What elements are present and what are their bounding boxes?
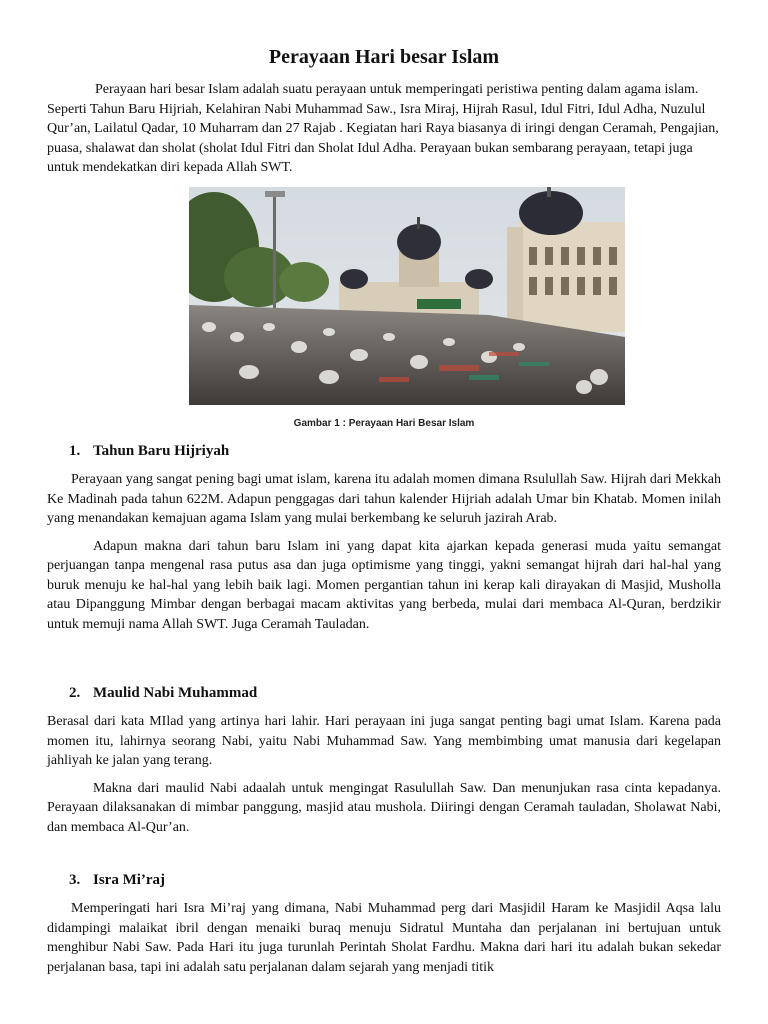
section-maulid-nabi xyxy=(47,683,721,837)
section-title: Maulid Nabi Muhammad xyxy=(93,685,258,701)
section-paragraph: Perayaan yang sangat pening bagi umat islam, karena itu adalah momen dimana Rsulullah Saw. Hijrah dari Mekkah Ke Madinah pada tahun 622M. Adapun penggagas dari tahun kalender Hijriah adalah Umar bin Khatab. Momen inilah yang menandakan kemajuan agama Islam yang mulai berkembang ke seluruh jazirah Arab. xyxy=(47,472,721,526)
mosque-celebration-photo xyxy=(189,187,625,405)
section-number: 3. xyxy=(69,872,81,888)
section-tahun-baru-hijriyah xyxy=(47,441,721,634)
section-title: Isra Mi’raj xyxy=(93,872,166,888)
section-paragraph: Memperingati hari Isra Mi’raj yang dimana, Nabi Muhammad perg dari Masjidil Haram ke Masjidil Aqsa lalu didampingi malaikat ibril dengan menaiki buraq menuju Sidratul Muntaha dan perjalanan ini bertujuan untuk menghibur Nabi Saw. Pada Hari itu juga turunlah Perintah Sholat Fardhu. Makna dari hari itu adalah bukan sekedar perjalanan basa, tapi ini adalah satu perjalanan dalam sejarah yang menjadi titik xyxy=(47,901,721,975)
section-heading xyxy=(47,683,721,703)
section-paragraph: Adapun makna dari tahun baru Islam ini yang dapat kita ajarkan kepada generasi muda yaitu semangat perjuangan tanpa mengenal rasa putus asa dan juga optimisme yang tinggi, yakni semangat hijrah dari hal-hal yang buruk menuju ke hal-hal yang lebih baik lagi. Momen pergantian tahun ini kerap kali dirayakan di Masjid, Musholla atau Dipanggung Mimbar dengan berbagai macam aktivitas yang berbeda, mulai dari membaca Al-Quran, berdzikir untuk memuji nama Allah SWT. Juga Ceramah Tauladan. xyxy=(47,538,721,632)
document-title: Perayaan Hari besar Islam xyxy=(268,46,500,68)
section-paragraph: Berasal dari kata MIlad yang artinya hari lahir. Hari perayaan ini juga sangat penting bagi umat Islam. Karena pada momen itu, lahirnya seorang Nabi, yaitu Nabi Muhammad Saw. Yang membimbing umat manusia dari kegelapan jahliyah ke jalan yang terang. xyxy=(47,714,721,768)
figure-caption: Gambar 1 : Perayaan Hari Besar Islam xyxy=(293,418,475,429)
intro-paragraph: Perayaan hari besar Islam adalah suatu perayaan untuk memperingati peristiwa penting dalam agama islam. Seperti Tahun Baru Hijriah, Kelahiran Nabi Muhammad Saw., Isra Miraj, Hijrah Rasul, Idul Fitri, Idul Adha, Nuzulul Qur’an, Lailatul Qadar, 10 Muharram dan 27 Rajab . Kegiatan hari Raya biasanya di iringi dengan Ceramah, Pengajian, puasa, shalawat dan sholat (sholat Idul Fitri dan Sholat Idul Adha. Perayaan bukan sembarang perayaan, tetapi juga untuk mendekatkan diri kepada Allah SWT. xyxy=(47,82,719,175)
section-paragraph: Makna dari maulid Nabi adaalah untuk mengingat Rasulullah Saw. Dan menunjukan rasa cinta kepadanya. Perayaan dilaksanakan di mimbar panggung, masjid atau mushola. Diiringi dengan Ceramah tauladan, Sholawat Nabi, dan membaca Al-Qur’an. xyxy=(47,780,721,835)
section-number: 2. xyxy=(69,685,81,701)
section-number: 1. xyxy=(69,443,81,459)
section-title: Tahun Baru Hijriyah xyxy=(93,443,230,459)
section-heading xyxy=(47,441,721,461)
section-isra-miraj xyxy=(47,870,721,977)
section-heading xyxy=(47,870,721,890)
document-page xyxy=(47,44,721,975)
